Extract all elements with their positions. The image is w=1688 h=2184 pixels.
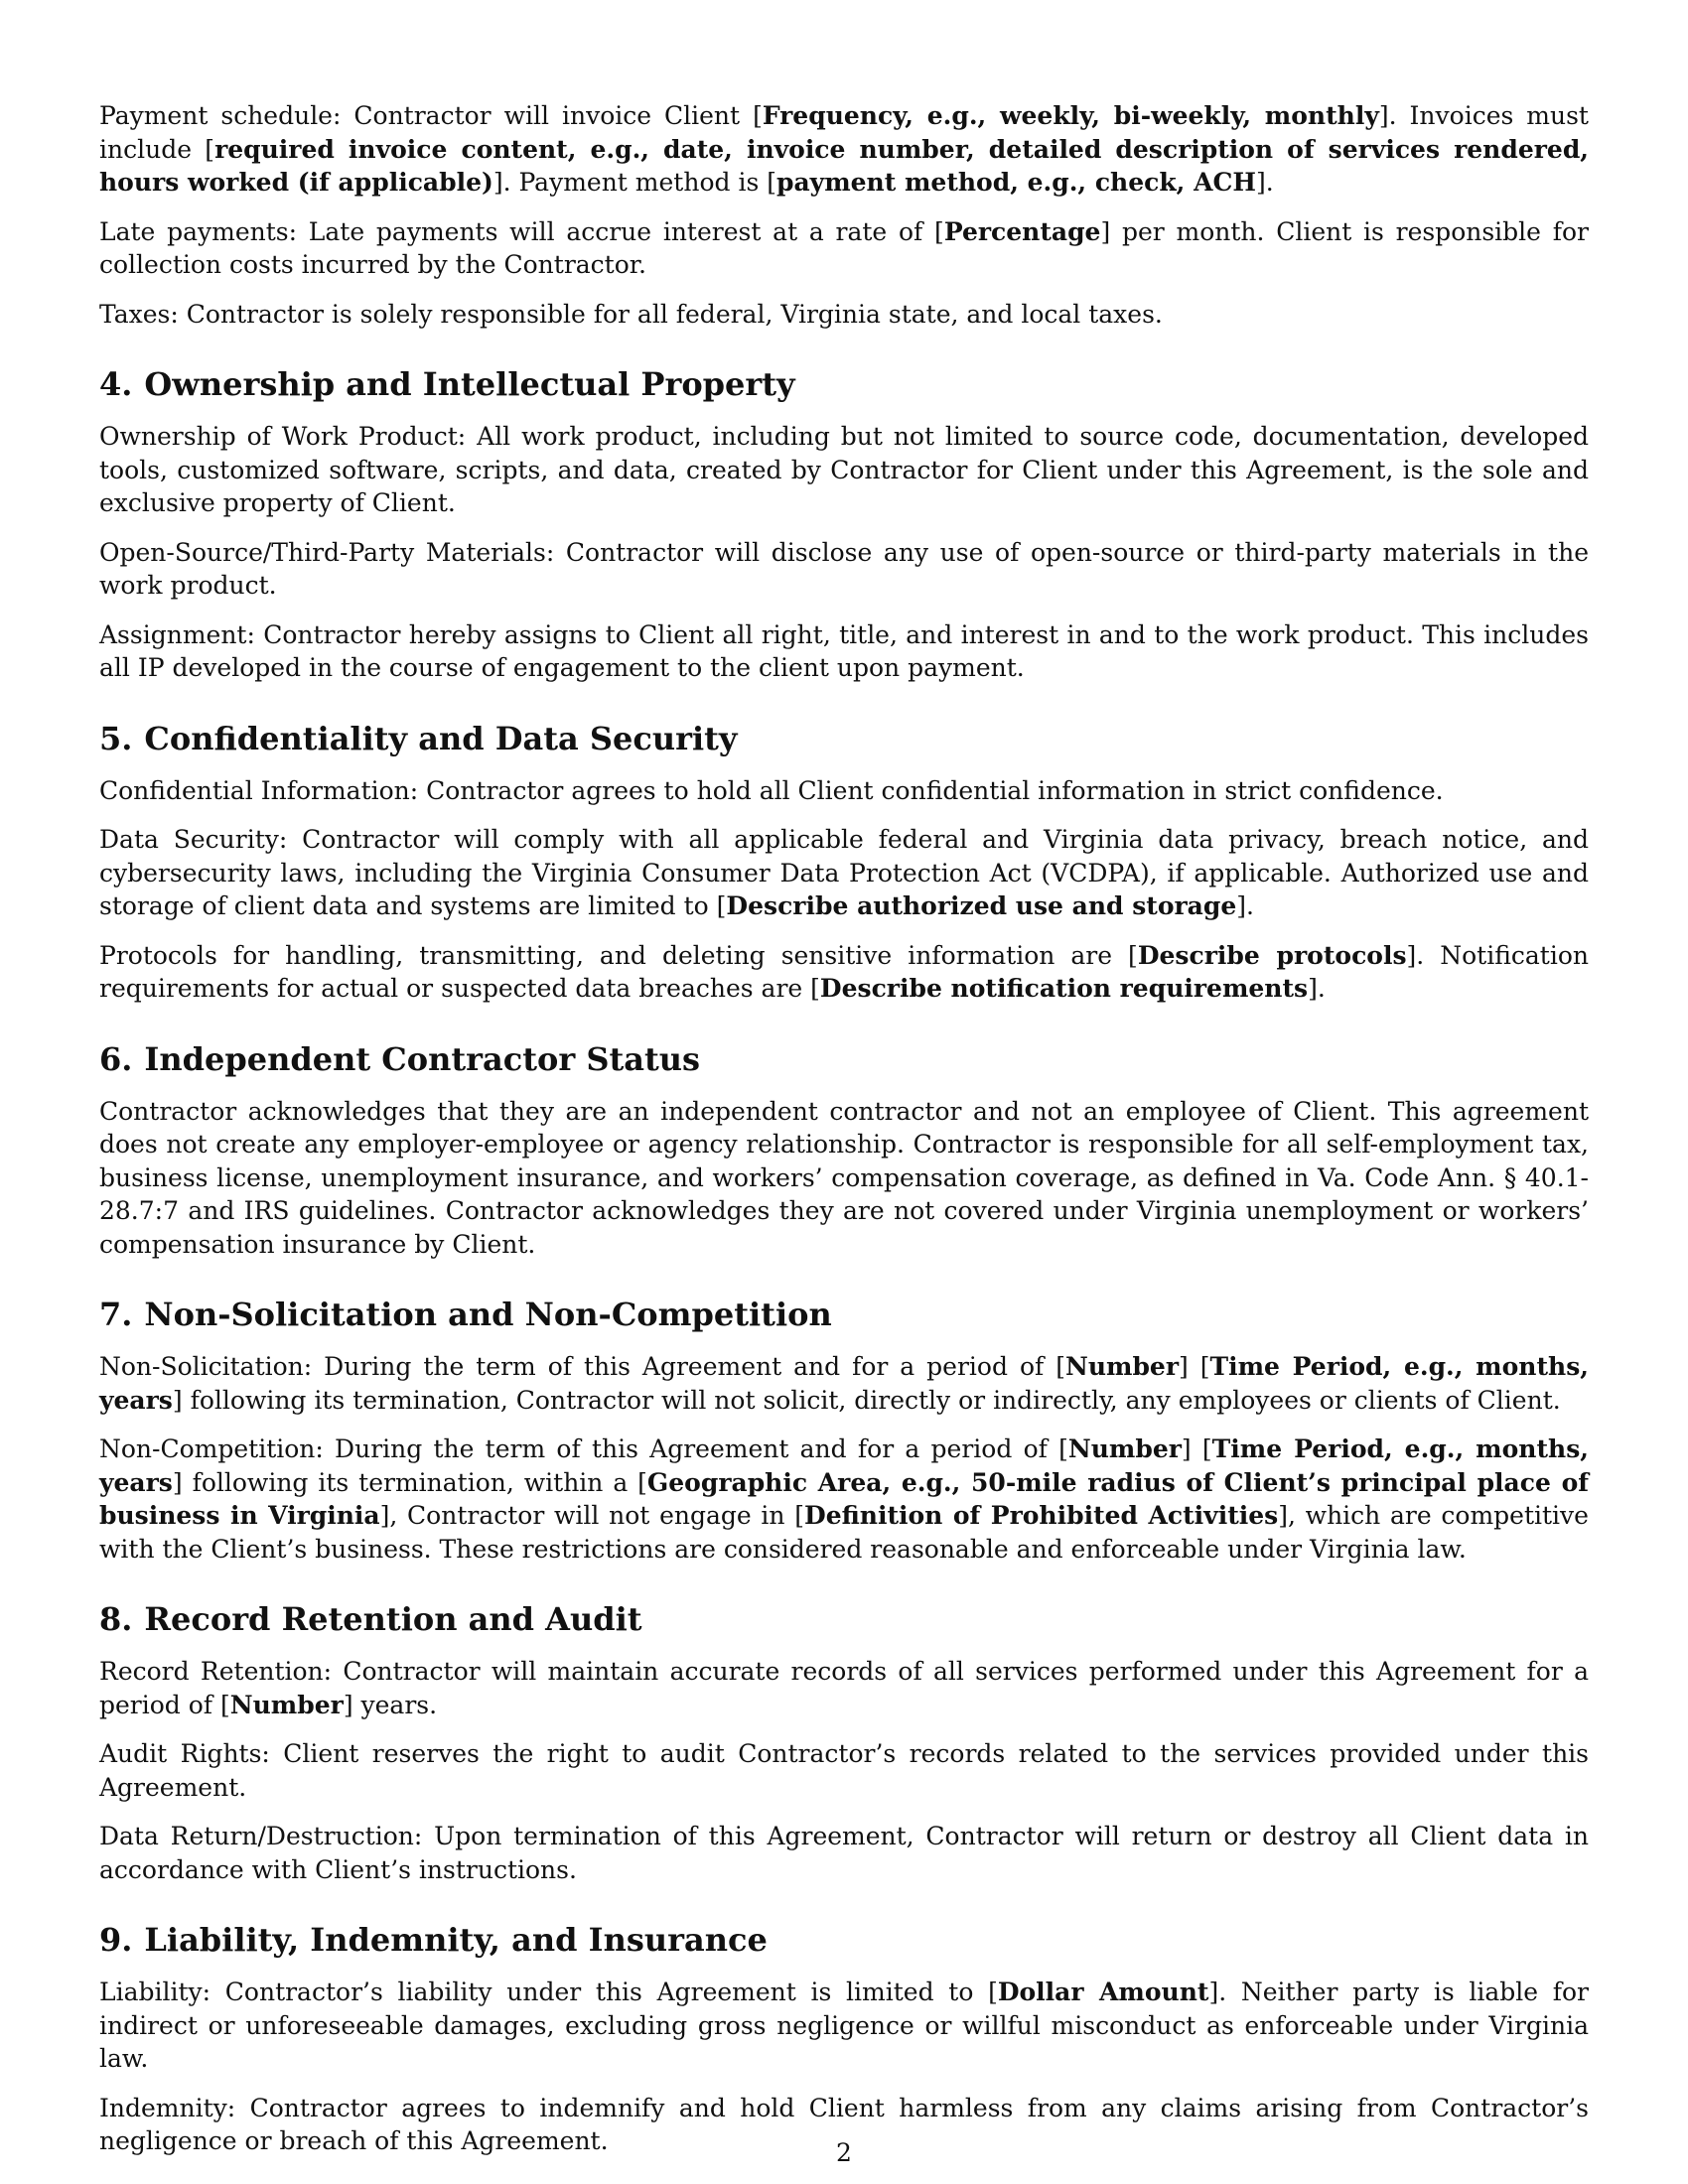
page-number: 2 [836,2138,852,2167]
protocols-paragraph: Protocols for handling, transmitting, and deleting sensitive information are [Describe protocols]. Notification requirements for actual or suspected data breaches are [Describe notification requirements]. [99,940,1590,1003]
payment-schedule-paragraph: Payment schedule: Contractor will invoice Client [Frequency, e.g., weekly, bi-weekly, monthly]. Invoices must include [required invoice content, e.g., date, invoice number, detailed description of services rendered, hours worked (if applicable)]. Payment method is [payment method, e.g., check, ACH]. [99,101,1589,197]
placeholder-number: Number [229,1690,344,1719]
section-heading-4: 4. Ownership and Intellectual Property [99,365,795,403]
data-return-paragraph: Data Return/Destruction: Upon termination of this Agreement, Contractor will return or destroy all Client data in accordance with Client’s instructions. [99,1822,1589,1884]
placeholder-authorized-use: Describe authorized use and storage [726,891,1237,920]
placeholder-time-period: Time Period, e.g., months, years [99,1352,1589,1415]
non-competition-paragraph: Non-Competition: During the term of this Agreement and for a period of [Number] [Time Period, e.g., months, years] following its termination, within a [Geographic Area, e.g., 50-mile radius of Client’s principal place of business in Virginia], Contractor will not engage in [Definition of Prohibited Activities], which are competitive with the Client’s business. These restrictions are considered reasonable and enforceable under Virginia law. [99,1434,1589,1564]
open-source-paragraph: Open-Source/Third-Party Materials: Contractor will disclose any use of open-source or third-party materials in the work product. [99,537,1589,600]
placeholder-geographic-area: Geographic Area, e.g., 50-mile radius of Client’s principal place of business in Virginia [99,1467,1589,1530]
placeholder-number: Number [1064,1352,1180,1381]
placeholder-number: Number [1067,1434,1182,1463]
late-payments-paragraph: Late payments: Late payments will accrue interest at a rate of [Percentage] per month. Client is responsible for collection costs incurred by the Contractor. [99,216,1589,279]
contractor-status-paragraph: Contractor acknowledges that they are an independent contractor and not an employee of Client. This agreement does not create any employer-employee or agency relationship. Contractor is responsible for all self-employment tax, business license, unemployment insurance, and workers’ compensation coverage, as defined in Va. Code Ann. § 40.1-28.7:7 and IRS guidelines. Contractor acknowledges they are not covered under Virginia unemployment or workers’ compensation insurance by Client. [99,1096,1589,1259]
data-security-paragraph: Data Security: Contractor will comply with all applicable federal and Virginia data privacy, breach notice, and cybersecurity laws, including the Virginia Consumer Data Protection Act (VCDPA), if applicable. Authorized use and storage of client data and systems are limited to [Describe authorized use and storage]. [99,825,1589,920]
section-heading-5: 5. Confidentiality and Data Security [99,719,738,757]
placeholder-notification-requirements: Describe notification requirements [819,974,1309,1003]
section-heading-6: 6. Independent Contractor Status [99,1039,701,1078]
placeholder-percentage: Percentage [943,216,1101,246]
placeholder-dollar-amount: Dollar Amount [997,1978,1209,2006]
placeholder-prohibited-activities: Definition of Prohibited Activities [804,1501,1279,1530]
placeholder-invoice-content: required invoice content, e.g., date, invoice number, detailed description of services rendered, hours worked (if applicable) [99,134,1589,197]
document-page [99,99,1589,2174]
non-solicitation-paragraph: Non-Solicitation: During the term of this Agreement and for a period of [Number] [Time Period, e.g., months, years] following its termination, Contractor will not solicit, directly or indirectly, any employees or clients of Client. [99,1352,1589,1415]
confidential-information-paragraph: Confidential Information: Contractor agrees to hold all Client confidential information in strict confidence. [99,775,1444,805]
liability-paragraph: Liability: Contractor’s liability under this Agreement is limited to [Dollar Amount]. Neither party is liable for indirect or unforeseeable damages, excluding gross negligence or willful misconduct as enforceable under Virginia law. [99,1978,1589,2073]
taxes-paragraph: Taxes: Contractor is solely responsible for all federal, Virginia state, and local taxes. [99,299,1163,329]
placeholder-protocols: Describe protocols [1137,940,1407,970]
placeholder-payment-method: payment method, e.g., check, ACH [775,168,1256,197]
record-retention-paragraph: Record Retention: Contractor will maintain accurate records of all services performed under this Agreement for a period of [Number] years. [99,1657,1589,1719]
audit-rights-paragraph: Audit Rights: Client reserves the right to audit Contractor’s records related to the services provided under this Agreement. [99,1739,1589,1802]
indemnity-paragraph: Indemnity: Contractor agrees to indemnify and hold Client harmless from any claims arising from Contractor’s negligence or breach of this Agreement. [99,2093,1589,2155]
section-heading-8: 8. Record Retention and Audit [99,1600,642,1638]
placeholder-frequency: Frequency, e.g., weekly, bi-weekly, monthly [762,101,1379,130]
section-heading-9: 9. Liability, Indemnity, and Insurance [99,1921,768,1959]
assignment-paragraph: Assignment: Contractor hereby assigns to Client all right, title, and interest in and to the work product. This includes all IP developed in the course of engagement to the client upon payment. [99,619,1589,682]
section-heading-7: 7. Non-Solicitation and Non-Competition [99,1296,832,1333]
placeholder-time-period: Time Period, e.g., months, years [99,1434,1589,1497]
ownership-paragraph: Ownership of Work Product: All work product, including but not limited to source code, documentation, developed tools, customized software, scripts, and data, created by Contractor for Client under this Agreement, is the sole and exclusive property of Client. [99,422,1589,517]
